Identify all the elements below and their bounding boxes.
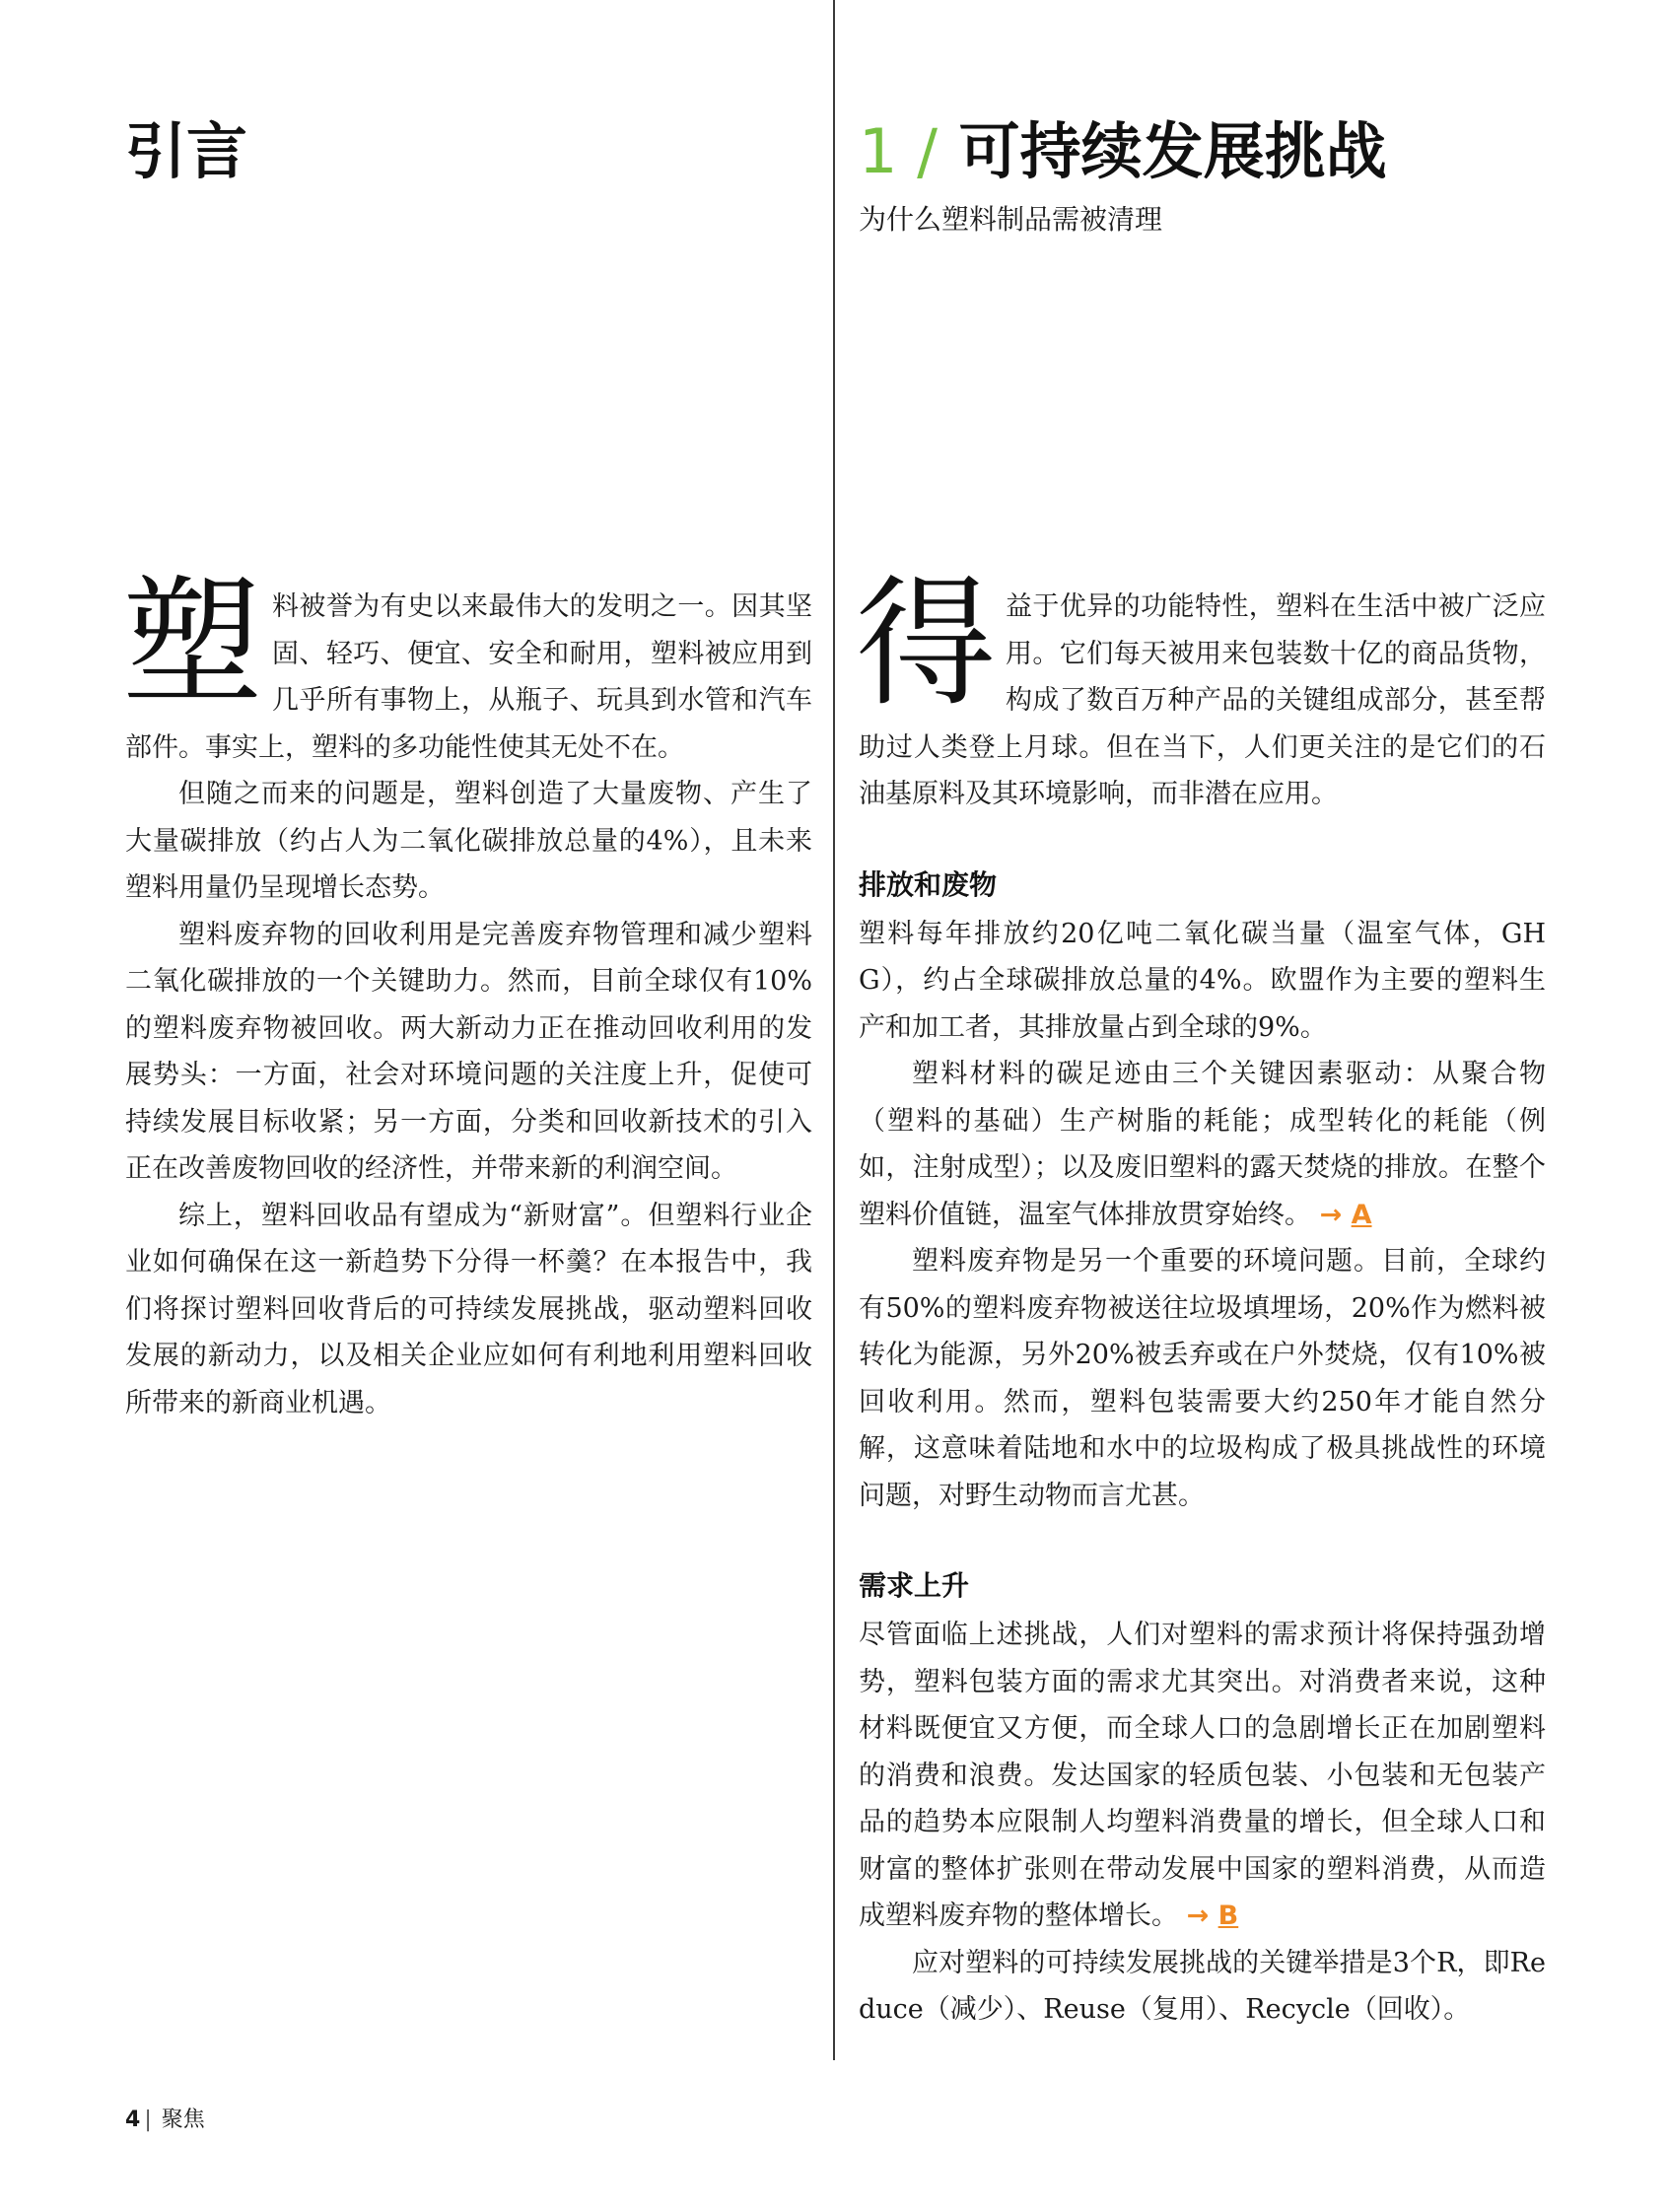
reference-link-b[interactable]: → B [1186,1901,1239,1931]
arrow-right-icon: → [1319,1199,1343,1230]
page-title: 引言 [125,115,248,187]
intro-body [122,563,812,1426]
page-number: 4 [125,2108,141,2132]
page-footer [125,2106,205,2135]
subheading-demand: 需求上升 [859,1569,970,1602]
section-intro-paragraph: 得益于优异的功能特性，塑料在生活中被广泛应用。它们每天被用来包装数十亿的商品货物，构成了数百万种产品的关键组成部分，甚至帮助过人类登上月球。但在当下，人们更关注的是它们的石油基原料及其环境影响，而非潜在应用。 [856,563,1546,809]
section-number: 1 / [859,115,939,187]
emissions-paragraph-3: 塑料废弃物是另一个重要的环境问题。目前，全球约有50%的塑料废弃物被送往垃圾填埋场，20%作为燃料被转化为能源，另外20%被丢弃或在户外焚烧，仅有10%被回收利用。然而，塑料包装需要大约250年才能自然分解，这意味着陆地和水中的垃圾构成了极具挑战性的环境问题，对野生动物而言尤甚。 [859,1246,1546,1511]
section-title: 1 / 可持续发展挑战 [859,115,1387,187]
intro-paragraph-2: 但随之而来的问题是，塑料创造了大量废物、产生了大量碳排放（约占人为二氧化碳排放总量的4%），且未来塑料用量仍呈现增长态势。 [125,779,812,903]
demand-paragraph-2: 应对塑料的可持续发展挑战的关键举措是3个R，即Reduce（减少）、Reuse（复用）、Recycle（回收）。 [859,1947,1546,2025]
reference-link-a[interactable]: → A [1319,1199,1372,1230]
emissions-paragraph-2: 塑料材料的碳足迹由三个关键因素驱动：从聚合物（塑料的基础）生产树脂的耗能；成型转化的耗能（例如，注射成型）；以及废旧塑料的露天焚烧的排放。在整个塑料价值链，温室气体排放贯穿始终。 → A [859,1059,1546,1230]
drop-cap: 得 [856,563,996,726]
arrow-right-icon: → [1186,1901,1210,1931]
section-subtitle: 为什么塑料制品需被清理 [859,203,1163,236]
subheading-emissions: 排放和废物 [859,867,998,901]
intro-paragraph-1: 塑料被誉为有史以来最伟大的发明之一。因其坚固、轻巧、便宜、安全和耐用，塑料被应用到几乎所有事物上，从瓶子、玩具到水管和汽车部件。事实上，塑料的多功能性使其无处不在。 [122,563,812,763]
drop-cap: 塑 [122,563,262,726]
footer-separator: | [144,2108,152,2132]
section-body [856,563,1546,2034]
intro-paragraph-4: 综上，塑料回收品有望成为“新财富”。但塑料行业企业如何确保在这一新趋势下分得一杯羹？在本报告中，我们将探讨塑料回收背后的可持续发展挑战，驱动塑料回收发展的新动力，以及相关企业应如何有利地利用塑料回收所带来的新商业机遇。 [125,1200,812,1418]
intro-paragraph-3: 塑料废弃物的回收利用是完善废弃物管理和减少塑料二氧化碳排放的一个关键助力。然而，目前全球仅有10%的塑料废弃物被回收。两大新动力正在推动回收利用的发展势头：一方面，社会对环境问题的关注度上升，促使可持续发展目标收紧；另一方面，分类和回收新技术的引入正在改善废物回收的经济性，并带来新的利润空间。 [125,919,812,1184]
demand-paragraph-1: 尽管面临上述挑战，人们对塑料的需求预计将保持强劲增势，塑料包装方面的需求尤其突出。对消费者来说，这种材料既便宜又方便，而全球人口的急剧增长正在加剧塑料的消费和浪费。发达国家的轻质包装、小包装和无包装产品的趋势本应限制人均塑料消费量的增长，但全球人口和财富的整体扩张则在带动发展中国家的塑料消费，从而造成塑料废弃物的整体增长。 → B [859,1620,1546,1931]
publication-section: 聚焦 [161,2108,205,2132]
column-divider [833,0,835,2060]
emissions-paragraph-1: 塑料每年排放约20亿吨二氧化碳当量（温室气体，GHG），约占全球碳排放总量的4%。欧盟作为主要的塑料生产和加工者，其排放量占到全球的9%。 [859,918,1546,1043]
